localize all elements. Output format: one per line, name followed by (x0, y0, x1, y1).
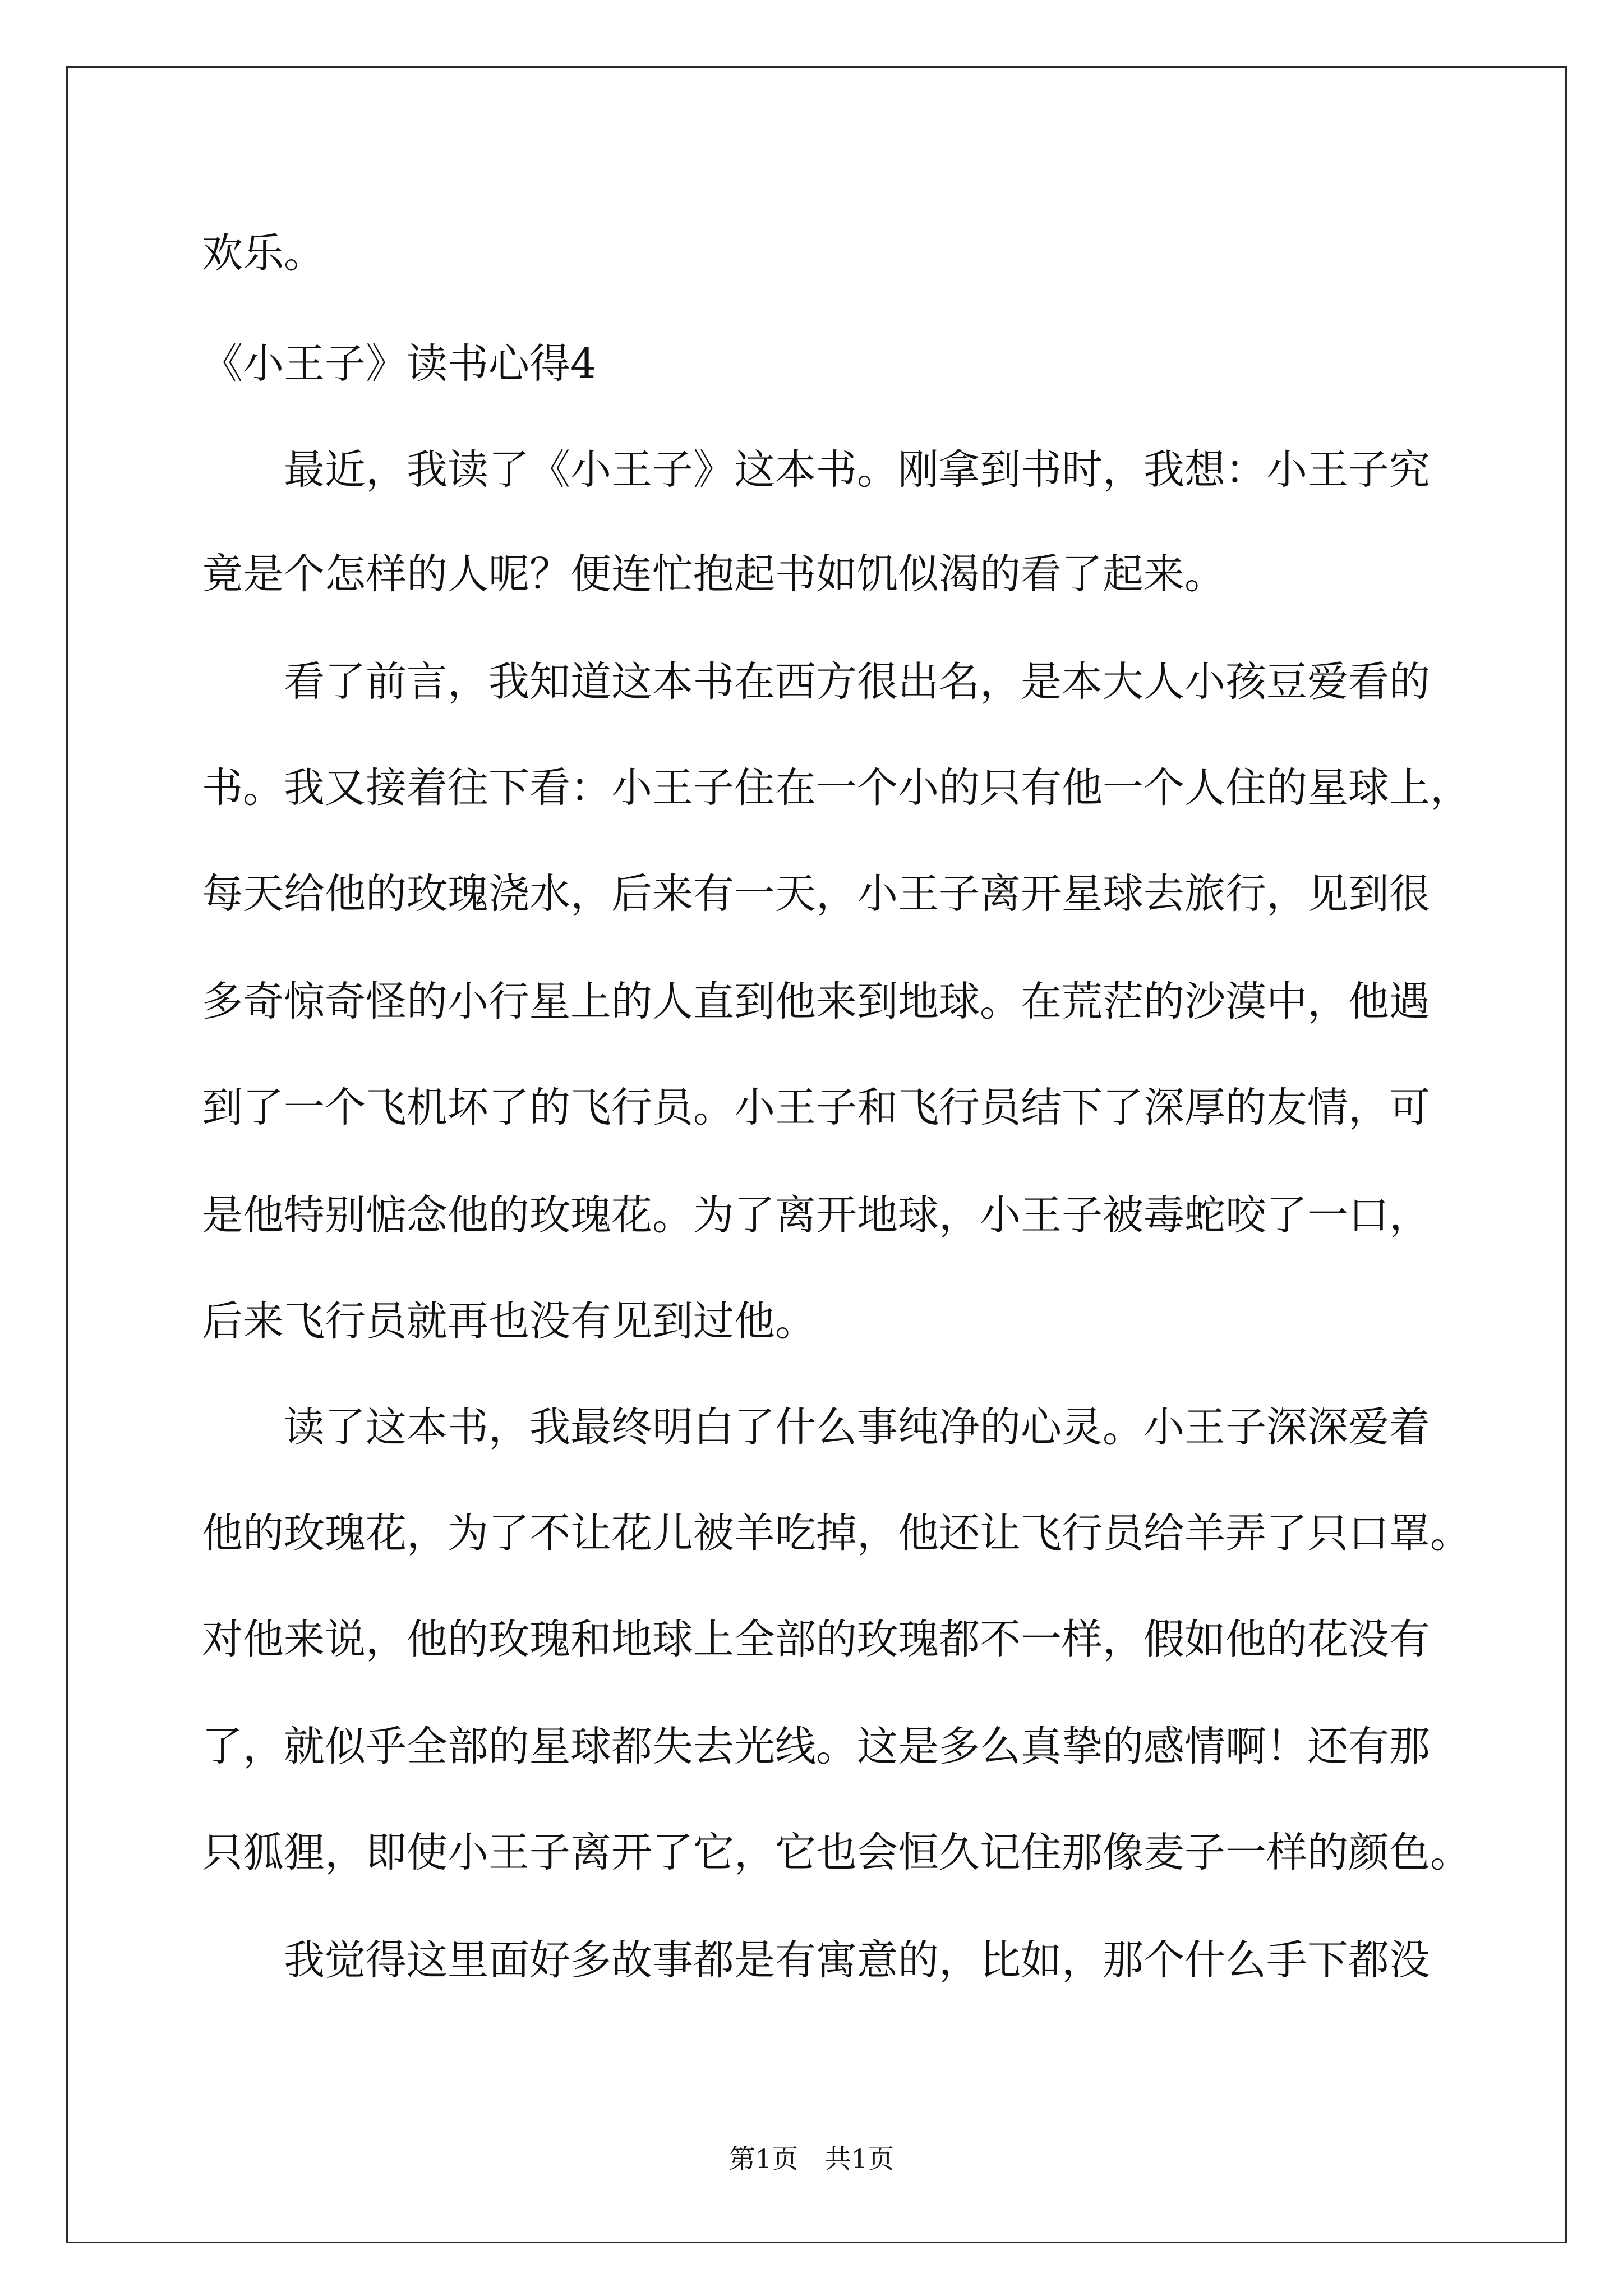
paragraph-line: 多奇惊奇怪的小行星上的人直到他来到地球。在荒茫的沙漠中，他遇 (202, 978, 1430, 1025)
section-heading: 《小王子》读书心得4 (202, 340, 597, 388)
paragraph-line: 是他特别惦念他的玫瑰花。为了离开地球，小王子被毒蛇咬了一口， (202, 1191, 1430, 1239)
paragraph-line: 对他来说，他的玫瑰和地球上全部的玫瑰都不一样，假如他的花没有 (202, 1616, 1430, 1663)
paragraph-line: 他的玫瑰花，为了不让花儿被羊吃掉，他还让飞行员给羊弄了只口罩。 (202, 1510, 1471, 1557)
paragraph-line: 书。我又接着往下看：小王子住在一个小的只有他一个人住的星球上， (202, 764, 1471, 812)
paragraph-line: 只狐狸，即使小王子离开了它，它也会恒久记住那像麦子一样的颜色。 (202, 1829, 1471, 1876)
paragraph-line: 到了一个飞机坏了的飞行员。小王子和飞行员结下了深厚的友情，可 (202, 1084, 1430, 1131)
paragraph-line: 看了前言，我知道这本书在西方很出名，是本大人小孩豆爱看的 (284, 658, 1430, 706)
paragraph-line: 读了这本书，我最终明白了什么事纯净的心灵。小王子深深爱着 (284, 1404, 1430, 1451)
paragraph-line: 每天给他的玫瑰浇水，后来有一天，小王子离开星球去旅行，见到很 (202, 870, 1430, 918)
paragraph-line: 我觉得这里面好多故事都是有寓意的，比如，那个什么手下都没 (284, 1936, 1430, 1984)
paragraph-line: 竟是个怎样的人呢？便连忙抱起书如饥似渴的看了起来。 (202, 550, 1225, 598)
page-border (66, 66, 1567, 2243)
page-footer: 第1页 共1页 (728, 2144, 895, 2175)
paragraph-line: 了，就似乎全部的星球都失去光线。这是多么真挚的感情啊！还有那 (202, 1723, 1430, 1770)
paragraph-line: 后来飞行员就再也没有见到过他。 (202, 1297, 816, 1345)
paragraph-line: 最近，我读了《小王子》这本书。刚拿到书时，我想：小王子究 (284, 446, 1430, 494)
paragraph-continuation: 欢乐。 (202, 229, 325, 277)
